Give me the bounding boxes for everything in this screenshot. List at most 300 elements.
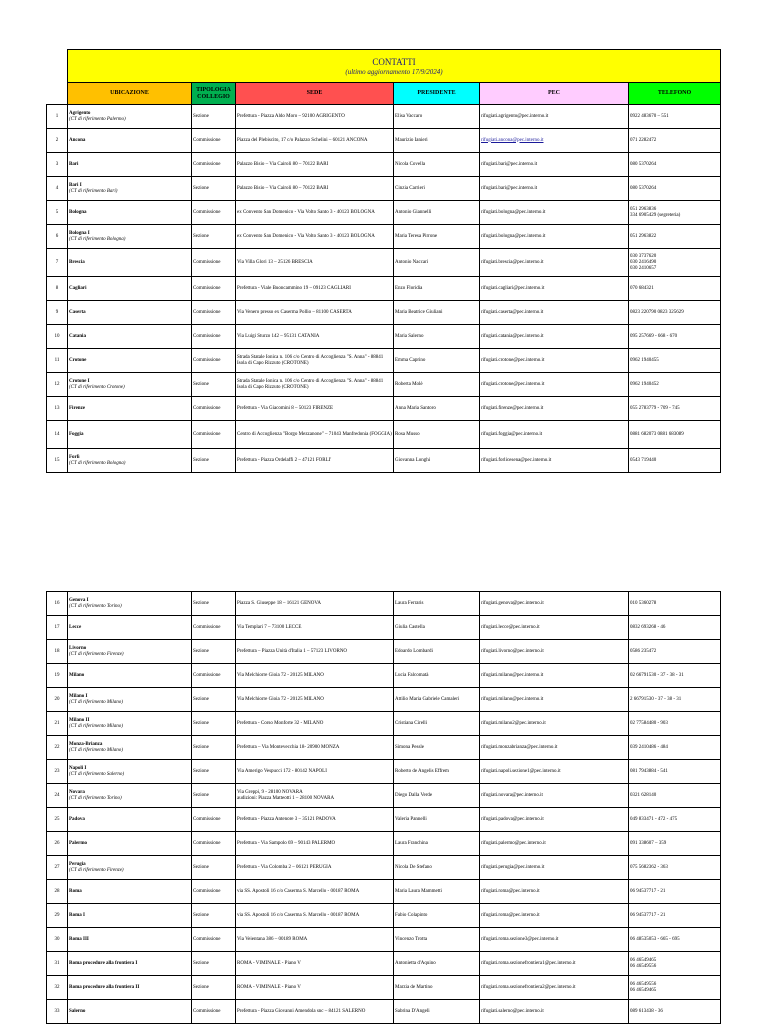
row-number: 28 [47, 880, 68, 904]
sede-cell: Prefettura - Piazza Ordelaffi 2 – 47121 FORLI' [236, 449, 394, 473]
reference-note: (CT di riferimento Firenze) [69, 651, 124, 657]
presidente-cell: Sabrina D'Angeli [394, 1000, 480, 1024]
pec-cell: rifugiati.foggia@pec.interno.it [480, 421, 629, 449]
ubicazione-cell [68, 177, 192, 201]
sede-cell: Prefettura - Piazza Giovanni Amendola snc – 84121 SALERNO [236, 1000, 394, 1024]
ubicazione-cell [68, 421, 192, 449]
ubicazione-cell [68, 129, 192, 153]
table-row [47, 201, 721, 225]
pec-cell: rifugiati.roma@pec.interno.it [480, 880, 629, 904]
table-row [47, 153, 721, 177]
row-number: 2 [47, 129, 68, 153]
telefono-cell: 0962 1940452 [629, 373, 721, 397]
pec-cell: rifugiati.genova@pec.interno.it [480, 592, 629, 616]
row-number: 17 [47, 616, 68, 640]
location-name: Forlì [69, 454, 80, 460]
ubicazione-cell [68, 616, 192, 640]
tipologia-cell: Sezione [192, 736, 236, 760]
location-name: Novara [69, 789, 85, 795]
table-row [47, 664, 721, 688]
ubicazione-cell [68, 688, 192, 712]
reference-note: (CT di riferimento Firenze) [69, 867, 124, 873]
pec-cell: rifugiati.novara@pec.interno.it [480, 784, 629, 808]
location-name: Bologna [69, 209, 87, 215]
ubicazione-cell [68, 928, 192, 952]
ubicazione-cell [68, 301, 192, 325]
pec-cell: rifugiati.milano2@pec.interno.it [480, 712, 629, 736]
ubicazione-cell [68, 225, 192, 249]
sede-cell: Prefettura - Via Colomba 2 – 06121 PERUGIA [236, 856, 394, 880]
row-number: 18 [47, 640, 68, 664]
location-name: Genova I [69, 597, 89, 603]
table-row [47, 225, 721, 249]
sede-cell: Strada Statale Ionica n. 106 c/o Centro di Accoglienza "S. Anna" - 88841 Isola di Capo Rizzuto (CROTONE) [236, 373, 394, 397]
location-name: Milano [69, 672, 85, 678]
pec-cell: rifugiati.monzabrianza@pec.interno.it [480, 736, 629, 760]
reference-note: (CT di riferimento Torino) [69, 795, 122, 801]
location-name: Napoli I [69, 765, 87, 771]
location-name: Roma [69, 888, 82, 894]
pec-cell: rifugiati.agrigento@pec.interno.it [480, 105, 629, 129]
location-name: Lecce [69, 624, 82, 630]
telefono-cell: 039 2410486 - 484 [629, 736, 721, 760]
row-number: 22 [47, 736, 68, 760]
table-row [47, 952, 721, 976]
sede-cell: via SS. Apostoli 16 c/o Caserma S. Marcello - 00187 ROMA [236, 904, 394, 928]
telefono-cell: 049 833471 - 472 - 475 [629, 808, 721, 832]
sede-cell: Via Luigi Sturzo 142 – 95131 CATANIA [236, 325, 394, 349]
tipologia-cell: Commissione [192, 832, 236, 856]
location-name: Bari [69, 161, 79, 167]
location-name: Livorno [69, 645, 87, 651]
tipologia-cell: Commissione [192, 153, 236, 177]
telefono-cell: 0962 1940455 [629, 349, 721, 373]
telefono-cell: 02 66791530 - 37 - 38 - 31 [629, 664, 721, 688]
reference-note: (CT di riferimento Salerno) [69, 771, 125, 777]
pec-cell: rifugiati.cagliari@pec.interno.it [480, 277, 629, 301]
reference-note: (CT di riferimento Bologna) [69, 236, 126, 242]
reference-note: (CT di riferimento Torino) [69, 603, 122, 609]
telefono-cell: 0586 235472 [629, 640, 721, 664]
row-number: 27 [47, 856, 68, 880]
location-name: Monza-Brianza [69, 741, 103, 747]
ubicazione-cell [68, 856, 192, 880]
tipologia-cell: Commissione [192, 880, 236, 904]
row-number: 10 [47, 325, 68, 349]
presidente-cell: Rosa Musso [394, 421, 480, 449]
header-pec: PEC [480, 83, 629, 105]
sede-cell: Via Veientana 386 – 00189 ROMA [236, 928, 394, 952]
table-row [47, 640, 721, 664]
ubicazione-cell [68, 952, 192, 976]
pec-cell: rifugiati.bari@pec.interno.it [480, 153, 629, 177]
telefono-cell: 055 2783779 - 709 - 745 [629, 397, 721, 421]
row-number: 15 [47, 449, 68, 473]
tipologia-cell: Sezione [192, 952, 236, 976]
row-number: 25 [47, 808, 68, 832]
ubicazione-cell [68, 976, 192, 1000]
header-presidente: PRESIDENTE [394, 83, 480, 105]
table-row [47, 325, 721, 349]
pec-cell: rifugiati.caserta@pec.interno.it [480, 301, 629, 325]
telefono-cell: 070 684321 [629, 277, 721, 301]
sede-cell: Piazza del Plebiscito, 17 c/o Palazzo Schelini – 60121 ANCONA [236, 129, 394, 153]
sede-cell: ex Convento San Domenico - Via Volto Santo 3 - 40123 BOLOGNA [236, 201, 394, 225]
telefono-cell: 0922 483670 – 551 [629, 105, 721, 129]
reference-note: (CT di riferimento Milano) [69, 699, 123, 705]
ubicazione-cell [68, 712, 192, 736]
table-row [47, 1000, 721, 1024]
presidente-cell: Anna Maria Santoro [394, 397, 480, 421]
blank-header-corner [47, 83, 68, 105]
row-number: 21 [47, 712, 68, 736]
ubicazione-cell [68, 808, 192, 832]
table-row [47, 397, 721, 421]
presidente-cell: Elisa Vaccaro [394, 105, 480, 129]
presidente-cell: Lucia Falcomatà [394, 664, 480, 688]
tipologia-cell: Commissione [192, 129, 236, 153]
pec-cell: rifugiati.catania@pec.interno.it [480, 325, 629, 349]
table-row [47, 249, 721, 277]
tipologia-cell: Sezione [192, 449, 236, 473]
pec-cell: rifugiati.palermo@pec.interno.it [480, 832, 629, 856]
header-tipologia: TIPOLOGIA COLLEGIO [192, 83, 236, 105]
sede-cell: Prefettura - Viale Buoncammino 19 – 09123 CAGLIARI [236, 277, 394, 301]
presidente-cell: Fabio Colapinto [394, 904, 480, 928]
presidente-cell: Laura Ferraris [394, 592, 480, 616]
location-name: Padova [69, 816, 85, 822]
ubicazione-cell [68, 880, 192, 904]
presidente-cell: Vincenzo Trotta [394, 928, 480, 952]
table-row [47, 760, 721, 784]
row-number: 5 [47, 201, 68, 225]
pec-cell: rifugiati.milano@pec.interno.it [480, 688, 629, 712]
row-number: 9 [47, 301, 68, 325]
presidente-cell: Diego Dalla Verde [394, 784, 480, 808]
table-row [47, 129, 721, 153]
tipologia-cell: Commissione [192, 616, 236, 640]
presidente-cell: Simona Pessle [394, 736, 480, 760]
contacts-table-page-2 [46, 591, 721, 1024]
telefono-cell: 0543 719440 [629, 449, 721, 473]
location-name: Ancona [69, 137, 86, 143]
location-name: Roma procedure alla frontiera II [69, 984, 140, 990]
telefono-cell: 06 48535053 - 665 - 695 [629, 928, 721, 952]
row-number: 14 [47, 421, 68, 449]
location-name: Brescia [69, 259, 85, 265]
header-ubicazione: UBICAZIONE [68, 83, 192, 105]
location-name: Firenze [69, 405, 86, 411]
tipologia-cell: Sezione [192, 177, 236, 201]
sede-cell: Prefettura – Via Montevecchia 18- 20900 MONZA [236, 736, 394, 760]
pec-cell: rifugiati.bologna@pec.interno.it [480, 201, 629, 225]
row-number: 26 [47, 832, 68, 856]
telefono-cell: 0832 693268 - 46 [629, 616, 721, 640]
presidente-cell: Roberto de Angelis Effrem [394, 760, 480, 784]
presidente-cell: Cristiana Cirelli [394, 712, 480, 736]
sede-cell: Prefettura - Corso Monforte 32 - MILANO [236, 712, 394, 736]
tipologia-cell: Sezione [192, 784, 236, 808]
title-cell [68, 50, 721, 83]
ubicazione-cell [68, 373, 192, 397]
ubicazione-cell [68, 249, 192, 277]
location-name: Catania [69, 333, 86, 339]
presidente-cell: Valeria Pannelli [394, 808, 480, 832]
ubicazione-cell [68, 201, 192, 225]
sede-cell: Via Greppi, 9 - 28100 NOVARA audizioni: Piazza Matteotti 1 – 28100 NOVARA [236, 784, 394, 808]
sede-cell: Prefettura – Piazza Unità d'Italia 1 – 57123 LIVORNO [236, 640, 394, 664]
presidente-cell: Maria Beatrice Giuliani [394, 301, 480, 325]
sede-cell: Via Villa Glori 13 – 25126 BRESCIA [236, 249, 394, 277]
sede-cell: Centro di Accoglienza "Borgo Mezzanone" – 71043 Manfredonia (FOGGIA) [236, 421, 394, 449]
ubicazione-cell [68, 277, 192, 301]
presidente-cell: Marzia de Martino [394, 976, 480, 1000]
tipologia-cell: Sezione [192, 760, 236, 784]
location-name: Roma III [69, 936, 89, 942]
tipologia-cell: Sezione [192, 640, 236, 664]
row-number: 1 [47, 105, 68, 129]
telefono-cell: 2 66791530 - 37 - 38 - 31 [629, 688, 721, 712]
telefono-cell: 089 613438 - 36 [629, 1000, 721, 1024]
reference-note: (CT di riferimento Bari) [69, 188, 118, 194]
telefono-cell: 0321 628140 [629, 784, 721, 808]
table-row [47, 904, 721, 928]
location-name: Roma procedure alla frontiera I [69, 960, 138, 966]
table-row [47, 928, 721, 952]
pec-cell: rifugiati.padova@pec.interno.it [480, 808, 629, 832]
presidente-cell: Edoardo Lombardi [394, 640, 480, 664]
location-name: Milano I [69, 693, 88, 699]
presidente-cell: Maria Laura Mammetti [394, 880, 480, 904]
tipologia-cell: Sezione [192, 373, 236, 397]
location-name: Bari I [69, 182, 82, 188]
pec-cell: rifugiati.roma.sezionefrontiera2@pec.interno.it [480, 976, 629, 1000]
presidente-cell: Nicola De Stefano [394, 856, 480, 880]
table-row [47, 976, 721, 1000]
ubicazione-cell [68, 1000, 192, 1024]
header-telefono: TELEFONO [629, 83, 721, 105]
ubicazione-cell [68, 397, 192, 421]
telefono-cell: 06 46549465 06 46549556 [629, 952, 721, 976]
presidente-cell: Antonio Giannelli [394, 201, 480, 225]
sede-cell: Via Venero presso ex Caserma Pollio – 81100 CASERTA [236, 301, 394, 325]
presidente-cell: Laura Franchina [394, 832, 480, 856]
telefono-cell: 0881 682073 0881 683089 [629, 421, 721, 449]
location-name: Palermo [69, 840, 88, 846]
row-number: 16 [47, 592, 68, 616]
presidente-cell: Giovanna Longhi [394, 449, 480, 473]
tipologia-cell: Commissione [192, 808, 236, 832]
ubicazione-cell [68, 153, 192, 177]
sede-cell: Prefettura - Via Sampolo 69 – 90143 PALERMO [236, 832, 394, 856]
sede-cell: Via Melchiorre Gioia 72 - 20125 MILANO [236, 664, 394, 688]
table-row [47, 105, 721, 129]
pec-cell: rifugiati.salerno@pec.interno.it [480, 1000, 629, 1024]
sede-cell: Strada Statale Ionica n. 106 c/o Centro di Accoglienza "S. Anna" - 88841 Isola di Capo Rizzuto (CROTONE) [236, 349, 394, 373]
ubicazione-cell [68, 105, 192, 129]
presidente-cell: Emma Caprino [394, 349, 480, 373]
row-number: 19 [47, 664, 68, 688]
telefono-cell: 0823 220790 0823 325629 [629, 301, 721, 325]
reference-note: (CT di riferimento Crotone) [69, 384, 125, 390]
tipologia-cell: Sezione [192, 856, 236, 880]
pec-cell: rifugiati.roma@pec.interno.it [480, 904, 629, 928]
sede-cell: ROMA - VIMINALE - Piano V [236, 952, 394, 976]
telefono-cell: 010 5360278 [629, 592, 721, 616]
presidente-cell: Enzo Floridia [394, 277, 480, 301]
telefono-cell: 075 5682362 - 363 [629, 856, 721, 880]
presidente-cell: Roberta Molè [394, 373, 480, 397]
row-number: 3 [47, 153, 68, 177]
presidente-cell: Nicola Covella [394, 153, 480, 177]
pec-cell: rifugiati.roma.sezione3@pec.interno.it [480, 928, 629, 952]
reference-note: (CT di riferimento Bologna) [69, 460, 126, 466]
sede-cell: Piazza S. Giuseppe 18 – 16121 GENOVA [236, 592, 394, 616]
sede-cell: Via Templari 7 – 73100 LECCE [236, 616, 394, 640]
table-row [47, 856, 721, 880]
row-number: 30 [47, 928, 68, 952]
pec-cell: rifugiati.lecce@pec.interno.it [480, 616, 629, 640]
sede-cell: Via Amerigo Vespucci 172 - 80142 NAPOLI [236, 760, 394, 784]
table-row [47, 592, 721, 616]
location-name: Agrigento [69, 110, 91, 116]
reference-note: (CT di riferimento Milano) [69, 723, 123, 729]
sede-cell: Palazzo Bisio – Via Cairoli 80 – 70122 BARI [236, 153, 394, 177]
location-name: Foggia [69, 431, 84, 437]
row-number: 24 [47, 784, 68, 808]
table-row [47, 832, 721, 856]
tipologia-cell: Sezione [192, 688, 236, 712]
location-name: Caserta [69, 309, 86, 315]
tipologia-cell: Commissione [192, 277, 236, 301]
row-number: 13 [47, 397, 68, 421]
ubicazione-cell [68, 736, 192, 760]
ubicazione-cell [68, 325, 192, 349]
telefono-cell: 06 46549556 06 46549465 [629, 976, 721, 1000]
ubicazione-cell [68, 592, 192, 616]
telefono-cell: 091 338607 – 359 [629, 832, 721, 856]
tipologia-cell: Commissione [192, 664, 236, 688]
pec-cell[interactable]: rifugiati.ancona@pec.interno.it [480, 129, 629, 153]
table-row [47, 880, 721, 904]
tipologia-cell: Commissione [192, 421, 236, 449]
header-sede: SEDE [236, 83, 394, 105]
telefono-cell: 080 5370264 [629, 153, 721, 177]
row-number: 23 [47, 760, 68, 784]
sede-cell: ROMA - VIMINALE - Piano V [236, 976, 394, 1000]
sede-cell: Prefettura - Piazza Antenore 3 – 35121 PADOVA [236, 808, 394, 832]
table-row [47, 277, 721, 301]
presidente-cell: Attilio Maria Gabriele Camaleri [394, 688, 480, 712]
sede-cell: Prefettura - Piazza Aldo Moro – 92100 AGRIGENTO [236, 105, 394, 129]
row-number: 6 [47, 225, 68, 249]
telefono-cell: 051 2963836 334 6905429 (segreteria) [629, 201, 721, 225]
tipologia-cell: Sezione [192, 976, 236, 1000]
telefono-cell: 095 257669 - 668 - 670 [629, 325, 721, 349]
ubicazione-cell [68, 349, 192, 373]
location-name: Cagliari [69, 285, 87, 291]
table-row [47, 449, 721, 473]
page-title: CONTATTI [372, 56, 416, 67]
telefono-cell: 06 94537717 - 21 [629, 880, 721, 904]
tipologia-cell: Commissione [192, 397, 236, 421]
table-row [47, 688, 721, 712]
telefono-cell: 081 7943884 - 541 [629, 760, 721, 784]
pec-cell: rifugiati.perugia@pec.interno.it [480, 856, 629, 880]
reference-note: (CT di riferimento Palermo) [69, 116, 126, 122]
row-number: 20 [47, 688, 68, 712]
row-number: 4 [47, 177, 68, 201]
tipologia-cell: Sezione [192, 225, 236, 249]
ubicazione-cell [68, 784, 192, 808]
sede-cell: Palazzo Bisio – Via Cairoli 80 – 70122 BARI [236, 177, 394, 201]
row-number: 8 [47, 277, 68, 301]
table-row [47, 712, 721, 736]
tipologia-cell: Commissione [192, 349, 236, 373]
sede-cell: Prefettura - Via Giacomini 8 – 50123 FIRENZE [236, 397, 394, 421]
row-number: 32 [47, 976, 68, 1000]
table-row [47, 421, 721, 449]
tipologia-cell: Commissione [192, 1000, 236, 1024]
table-row [47, 373, 721, 397]
telefono-cell: 051 2963822 [629, 225, 721, 249]
tipologia-cell: Sezione [192, 592, 236, 616]
row-number: 31 [47, 952, 68, 976]
location-name: Perugia [69, 861, 86, 867]
presidente-cell: Antonio Naccari [394, 249, 480, 277]
sede-cell: ex Convento San Domenico - Via Volto Santo 3 - 40123 BOLOGNA [236, 225, 394, 249]
page-subtitle: (ultimo aggiornamento 17/9/2024) [345, 67, 443, 76]
presidente-cell: Giulia Castella [394, 616, 480, 640]
pec-cell: rifugiati.livorno@pec.interno.it [480, 640, 629, 664]
tipologia-cell: Commissione [192, 301, 236, 325]
ubicazione-cell [68, 760, 192, 784]
tipologia-cell: Sezione [192, 105, 236, 129]
row-number: 11 [47, 349, 68, 373]
sede-cell: Via Melchiorre Gioia 72 - 20125 MILANO [236, 688, 394, 712]
tipologia-cell: Commissione [192, 325, 236, 349]
location-name: Salerno [69, 1008, 86, 1014]
telefono-cell: 030 3737620 030 2416490 030 2410657 [629, 249, 721, 277]
pec-cell: rifugiati.bari@pec.interno.it [480, 177, 629, 201]
tipologia-cell: Sezione [192, 904, 236, 928]
ubicazione-cell [68, 664, 192, 688]
telefono-cell: 02 77584480 - 903 [629, 712, 721, 736]
sede-cell: via SS. Apostoli 16 c/o Caserma S. Marcello - 00187 ROMA [236, 880, 394, 904]
location-name: Milano II [69, 717, 90, 723]
ubicazione-cell [68, 832, 192, 856]
blank-corner [47, 50, 68, 83]
tipologia-cell: Sezione [192, 712, 236, 736]
tipologia-cell: Commissione [192, 201, 236, 225]
pec-cell: rifugiati.bologna@pec.interno.it [480, 225, 629, 249]
table-row [47, 301, 721, 325]
presidente-cell: Antonietta d'Aquino [394, 952, 480, 976]
location-name: Bologna I [69, 230, 90, 236]
row-number: 29 [47, 904, 68, 928]
location-name: Crotone I [69, 378, 90, 384]
presidente-cell: Maria Salerno [394, 325, 480, 349]
presidente-cell: Maria Teresa Pirrone [394, 225, 480, 249]
contacts-table-page-1 [46, 49, 721, 473]
ubicazione-cell [68, 904, 192, 928]
table-row [47, 784, 721, 808]
ubicazione-cell [68, 449, 192, 473]
location-name: Roma I [69, 912, 85, 918]
presidente-cell: Cinzia Carrieri [394, 177, 480, 201]
row-number: 12 [47, 373, 68, 397]
tipologia-cell: Commissione [192, 249, 236, 277]
